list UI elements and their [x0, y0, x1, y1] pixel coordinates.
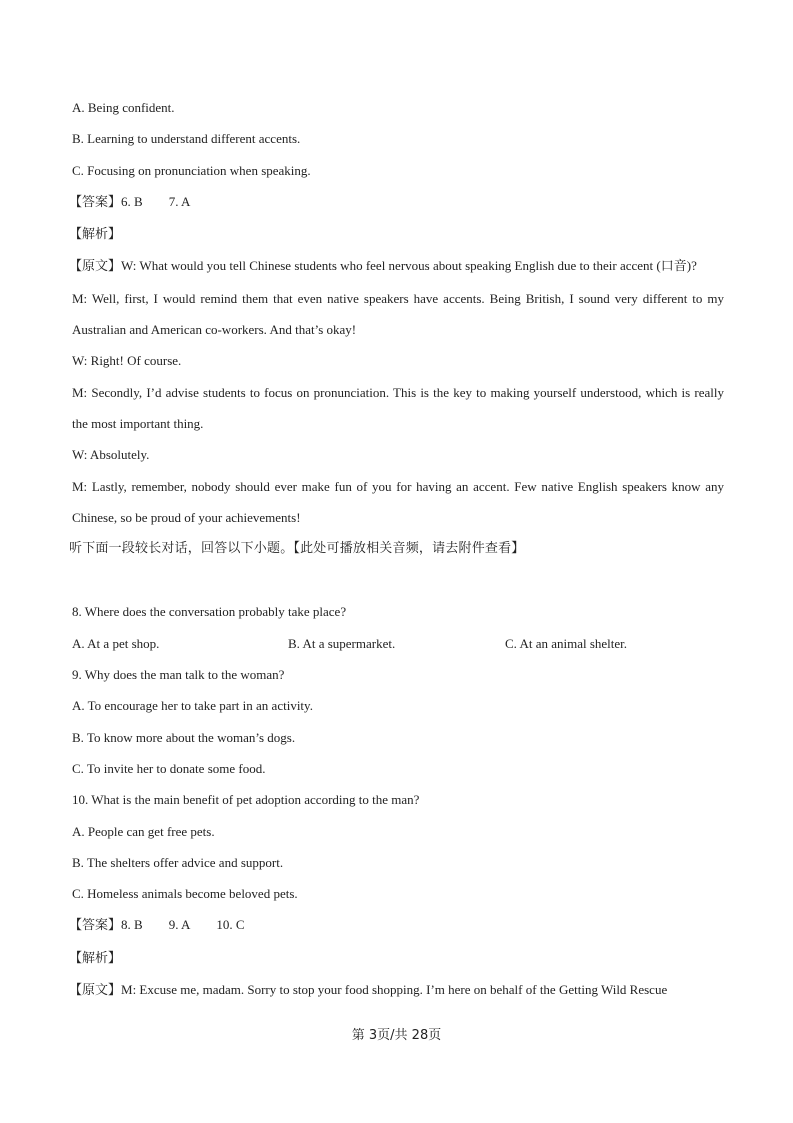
answer-tag: 【答案】: [69, 918, 122, 934]
question-8: 8. Where does the conversation probably take place?: [72, 604, 347, 620]
option-7b: B. Learning to understand different accents.: [72, 131, 301, 147]
option-7c: C. Focusing on pronunciation when speaking.: [72, 162, 311, 178]
answer-9: 9. A: [168, 917, 191, 933]
answer-8: 8. B: [121, 917, 143, 933]
question-9: 9. Why does the man talk to the woman?: [72, 667, 285, 683]
option-9c: C. To invite her to donate some food.: [72, 760, 266, 776]
analysis-tag: 【解析】: [69, 227, 122, 243]
section-instruction: 听下面一段较长对话，回答以下小题。【此处可播放相关音频，请去附件查看】: [69, 541, 525, 557]
transcript-m2: M: Secondly, I’d advise students to focus on pronunciation. This is the key to making yourself understood, which is really the most important thing.: [72, 384, 724, 431]
options-8: [72, 628, 724, 659]
option-9b: B. To know more about the woman’s dogs.: [72, 729, 296, 745]
analysis-line-1: [69, 218, 724, 250]
transcript-m3: M: Lastly, remember, nobody should ever make fun of you for having an accent. Few native English speakers know any Chinese, so be proud of your achievements!: [72, 478, 724, 525]
page-number-footer: 第 3页/共 28页: [351, 1028, 442, 1043]
option-10b: B. The shelters offer advice and support.: [72, 854, 284, 870]
transcript2-m1: [69, 974, 724, 1006]
answer-line-2: [69, 909, 724, 941]
transcript-w1: [69, 250, 724, 282]
answer-10: 10. C: [216, 917, 245, 933]
document-body: [69, 92, 724, 1006]
transcript-tag: 【原文】: [69, 983, 122, 999]
answer-7: 7. A: [168, 193, 191, 209]
transcript-w3: W: Absolutely.: [72, 447, 150, 463]
analysis-line-2: [69, 942, 724, 974]
option-8c: C. At an animal shelter.: [505, 635, 628, 651]
option-10a: A. People can get free pets.: [72, 823, 215, 839]
answer-tag: 【答案】: [69, 194, 122, 210]
transcript-w1-text: W: What would you tell Chinese students who feel nervous about speaking English due to their accent (口音)?: [121, 258, 697, 274]
option-9a: A. To encourage her to take part in an activity.: [72, 698, 313, 714]
question-10: 10. What is the main benefit of pet adoption according to the man?: [72, 792, 420, 808]
transcript-m1: M: Well, first, I would remind them that even native speakers have accents. Being British, I sound very different to my Australian and American co-workers. And that’s okay!: [72, 290, 724, 338]
transcript-tag: 【原文】: [69, 259, 122, 275]
option-8a: A. At a pet shop.: [72, 635, 160, 651]
option-8b: B. At a supermarket.: [288, 635, 396, 651]
answer-6: 6. B: [121, 193, 143, 209]
transcript2-m1-text: M: Excuse me, madam. Sorry to stop your food shopping. I’m here on behalf of the Getting Wild Rescue: [121, 982, 668, 998]
transcript-w2: W: Right! Of course.: [72, 353, 182, 369]
answer-line-1: [69, 186, 724, 218]
option-10c: C. Homeless animals become beloved pets.: [72, 886, 298, 902]
option-7a: A. Being confident.: [72, 100, 175, 115]
analysis-tag: 【解析】: [69, 950, 122, 966]
